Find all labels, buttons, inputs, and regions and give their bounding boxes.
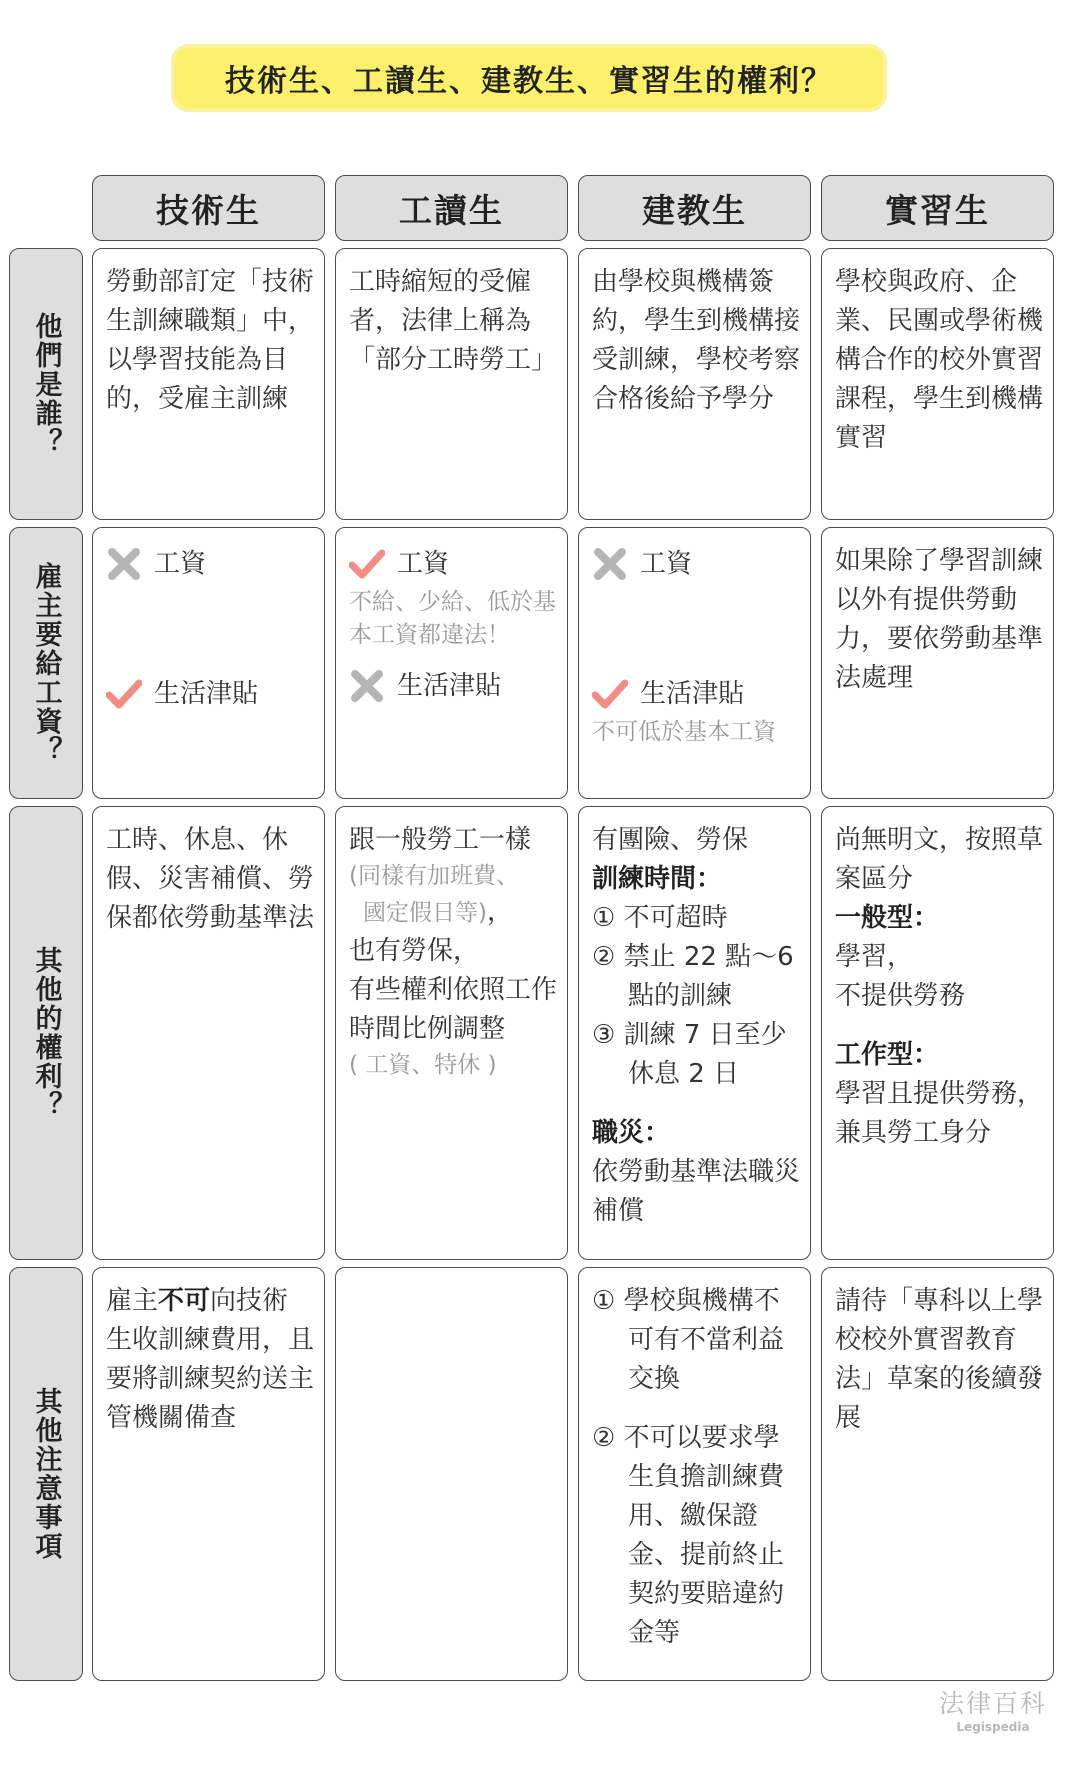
list-item: ② 不可以要求學生負擔訓練費用、繳保證金、提前終止契約要賠違約金等 <box>592 1423 785 1648</box>
allowance-note: 不可低於基本工資 <box>592 719 776 745</box>
wage-note: 不給、少給、低於基本工資都違法！ <box>349 589 556 648</box>
cross-icon <box>592 546 628 582</box>
cell-wages-cooperative <box>578 527 811 799</box>
wage-item: 工資 <box>592 542 800 586</box>
cell-notes-cooperative <box>578 1267 811 1681</box>
cell-who-intern: 學校與政府、企業、民團或學術機構合作的校外實習課程，學生到機構實習 <box>821 248 1054 520</box>
column-header-part-time: 工讀生 <box>335 175 568 241</box>
row-header-wages: 雇主要給工資？ <box>9 527 83 799</box>
row-header-notes: 其他注意事項 <box>9 1267 83 1681</box>
wage-item: 工資 <box>106 542 314 586</box>
allowance-item: 生活津貼 <box>106 672 314 716</box>
cell-rights-intern: 尚無明文，按照草案區分 一般型： 學習， 不提供勞務 工作型： 學習且提供勞務，兼具勞工身分 <box>821 806 1054 1260</box>
column-header-technician: 技術生 <box>92 175 325 241</box>
row-header-other-rights: 其他的權利？ <box>9 806 83 1260</box>
page-title: 技術生、工讀生、建教生、實習生的權利？ <box>171 44 887 112</box>
allowance-item: 生活津貼 <box>349 664 557 708</box>
check-icon <box>349 546 385 582</box>
cell-who-part-time: 工時縮短的受僱者，法律上稱為「部分工時勞工」 <box>335 248 568 520</box>
list-item: ③ 訓練 7 日至少休息 2 日 <box>592 1020 787 1089</box>
cross-icon <box>349 668 385 704</box>
cell-rights-cooperative: 有團險、勞保 訓練時間： ① 不可超時 ② 禁止 22 點～6 點的訓練 ③ 訓練 7 日至少休息 2 日 職災： 依勞動基準法職災補償 <box>578 806 811 1260</box>
cross-icon <box>106 546 142 582</box>
cell-notes-intern: 請待「專科以上學校校外實習教育法」草案的後續發展 <box>821 1267 1054 1681</box>
cell-who-technician: 勞動部訂定「技術生訓練職類」中，以學習技能為目的，受雇主訓練 <box>92 248 325 520</box>
list-item: ② 禁止 22 點～6 點的訓練 <box>592 942 794 1011</box>
wage-item: 工資 <box>349 542 557 586</box>
list-item: ① 學校與機構不可有不當利益交換 <box>592 1286 785 1394</box>
cell-notes-technician: 雇主不可向技術生收訓練費用，且要將訓練契約送主管機關備查 <box>92 1267 325 1681</box>
row-header-who: 他們是誰？ <box>9 248 83 520</box>
cell-notes-part-time <box>335 1267 568 1681</box>
legispedia-logo: 法律百科 Legispedia <box>938 1689 1047 1734</box>
cell-who-cooperative: 由學校與機構簽約，學生到機構接受訓練，學校考察合格後給予學分 <box>578 248 811 520</box>
cell-rights-technician: 工時、休息、休假、災害補償、勞保都依勞動基準法 <box>92 806 325 1260</box>
column-header-intern: 實習生 <box>821 175 1054 241</box>
column-header-cooperative: 建教生 <box>578 175 811 241</box>
check-icon <box>106 676 142 712</box>
list-item: ① 不可超時 <box>592 903 728 933</box>
cell-wages-technician <box>92 527 325 799</box>
cell-rights-part-time: 跟一般勞工一樣 (同樣有加班費、 國定假日等)， 也有勞保， 有些權利依照工作時間比例調整 ( 工資、特休 ) <box>335 806 568 1260</box>
check-icon <box>592 676 628 712</box>
allowance-item: 生活津貼 <box>592 672 800 716</box>
cell-wages-part-time <box>335 527 568 799</box>
cell-wages-intern: 如果除了學習訓練以外有提供勞動力，要依勞動基準法處理 <box>821 527 1054 799</box>
